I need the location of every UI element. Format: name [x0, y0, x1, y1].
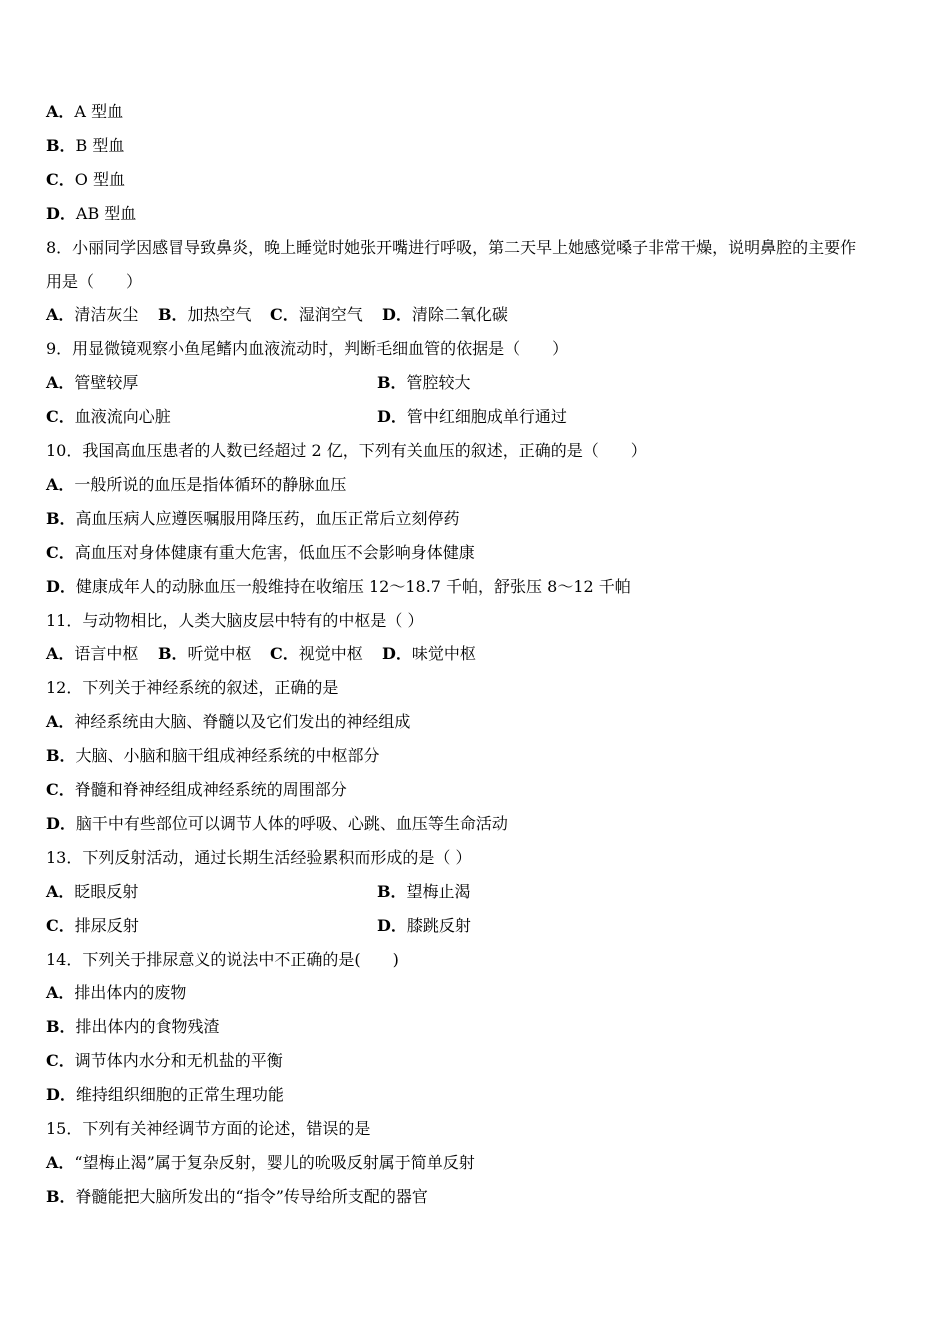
option-label: C． [270, 644, 299, 664]
option-text: 调节体内水分和无机盐的平衡 [74, 1051, 283, 1071]
option-line [46, 169, 910, 191]
question-text: 8．小丽同学因感冒导致鼻炎，晚上睡觉时她张开嘴进行呼吸，第二天早上她感觉嗓子非常干燥，说明鼻腔的主要作 [46, 237, 857, 257]
option-text: 清洁灰尘 [74, 305, 139, 325]
option-label: A． [46, 712, 75, 732]
option-label: D． [377, 915, 407, 935]
option-line [46, 711, 910, 733]
option-label: A． [46, 373, 75, 393]
question-text: 15．下列有关神经调节方面的论述，错误的是 [46, 1119, 371, 1138]
option-label: D． [46, 813, 76, 833]
option-label: C． [46, 169, 75, 189]
option-text: 望梅止渴 [406, 881, 471, 901]
option-text: AB 型血 [75, 203, 137, 223]
option-line [46, 576, 910, 598]
option-text: 维持组织细胞的正常生理功能 [75, 1085, 284, 1105]
question-text: 9．用显微镜观察小鱼尾鳍内血液流动时，判断毛细血管的依据是（ ） [46, 339, 569, 359]
option-item [158, 643, 252, 665]
option-label: A． [46, 881, 75, 901]
option-line [46, 474, 910, 496]
option-label: C． [46, 780, 75, 799]
option-line [46, 508, 910, 530]
option-line [46, 1050, 910, 1072]
option-text: 排尿反射 [74, 915, 139, 935]
option-text: 脑干中有些部位可以调节人体的呼吸、心跳、血压等生命活动 [75, 813, 508, 833]
option-label: D． [46, 203, 76, 223]
option-text: 血液流向心脏 [74, 407, 171, 427]
option-label: A． [46, 474, 75, 494]
option-label: B． [46, 135, 76, 155]
option-item [377, 915, 471, 937]
option-text: 健康成年人的动脉血压一般维持在收缩压 12～18.7 千帕，舒张压 8～12 千帕 [75, 576, 631, 596]
option-label: D． [382, 644, 412, 664]
option-label: B． [158, 644, 188, 664]
option-text: 管中红细胞成单行通过 [406, 407, 567, 427]
option-label: C． [270, 305, 299, 325]
option-label: B． [46, 508, 76, 528]
option-text: 高血压病人应遵医嘱服用降压药，血压正常后立刻停药 [75, 508, 460, 528]
option-item [382, 304, 508, 326]
option-text: 高血压对身体健康有重大危害，低血压不会影响身体健康 [74, 542, 475, 562]
option-line [46, 813, 910, 835]
option-label: B． [377, 881, 407, 901]
option-item [46, 372, 138, 394]
option-line [46, 135, 910, 157]
option-label: A． [46, 644, 75, 664]
option-label: B． [158, 305, 188, 325]
option-line [46, 779, 910, 801]
option-text: 脊髓能把大脑所发出的“指令”传导给所支配的器官 [75, 1186, 428, 1206]
option-line [46, 1152, 910, 1174]
option-text: 眨眼反射 [74, 881, 139, 901]
option-text: 清除二氧化碳 [411, 305, 508, 325]
option-text: 神经系统由大脑、脊髓以及它们发出的神经组成 [74, 712, 411, 732]
option-line [46, 203, 910, 225]
option-label: C． [46, 1051, 75, 1071]
option-item [46, 643, 138, 665]
option-line [46, 1186, 910, 1208]
option-text: O 型血 [74, 169, 125, 189]
option-label: B． [46, 746, 76, 766]
option-line [46, 982, 910, 1004]
option-text: 管腔较大 [406, 373, 471, 393]
option-label: D． [46, 1085, 76, 1105]
option-text: B 型血 [75, 135, 125, 155]
option-label: B． [46, 1186, 76, 1206]
question-text: 11．与动物相比，人类大脑皮层中特有的中枢是（ ） [46, 610, 424, 630]
option-label: B． [377, 373, 407, 393]
option-text: 一般所说的血压是指体循环的静脉血压 [74, 474, 347, 494]
option-line [46, 1084, 910, 1106]
option-line [46, 542, 910, 564]
option-label: C． [46, 542, 75, 562]
question-text: 14．下列关于排尿意义的说法中不正确的是( ) [46, 949, 399, 969]
option-item [46, 915, 139, 937]
option-text: 语言中枢 [74, 644, 139, 664]
option-text: 排出体内的食物残渣 [75, 1017, 220, 1037]
option-item [46, 881, 138, 903]
option-item [46, 304, 138, 326]
option-item [377, 881, 471, 903]
option-line [46, 1016, 910, 1038]
option-label: D． [46, 576, 76, 596]
question-text: 10．我国高血压患者的人数已经超过 2 亿，下列有关血压的叙述，正确的是（ ） [46, 441, 647, 460]
option-label: D． [382, 305, 412, 325]
option-line [46, 745, 910, 767]
option-text: “望梅止渴”属于复杂反射，婴儿的吮吸反射属于简单反射 [74, 1152, 475, 1172]
option-text: 听觉中枢 [187, 644, 252, 664]
option-item [158, 304, 252, 326]
option-text: 大脑、小脑和脑干组成神经系统的中枢部分 [75, 746, 380, 766]
option-label: A． [46, 983, 75, 1003]
option-item [382, 643, 476, 665]
option-item [270, 643, 363, 665]
option-text: 视觉中枢 [298, 644, 363, 664]
option-item [46, 406, 171, 428]
option-label: A． [46, 102, 75, 121]
question-text: 12．下列关于神经系统的叙述，正确的是 [46, 678, 339, 698]
option-text: 管壁较厚 [74, 373, 139, 393]
option-text: A 型血 [74, 102, 124, 121]
option-label: D． [377, 407, 407, 427]
option-text: 湿润空气 [298, 305, 363, 325]
option-item [270, 304, 363, 326]
option-item [377, 406, 567, 428]
option-text: 脊髓和脊神经组成神经系统的周围部分 [74, 780, 347, 799]
option-text: 味觉中枢 [411, 644, 476, 664]
option-text: 排出体内的废物 [74, 983, 187, 1003]
option-text: 膝跳反射 [406, 915, 471, 935]
option-label: C． [46, 407, 75, 427]
option-label: A． [46, 1152, 75, 1172]
option-text: 加热空气 [187, 305, 252, 325]
option-label: C． [46, 915, 75, 935]
option-line [46, 101, 910, 123]
question-text: 13．下列反射活动，通过长期生活经验累积而形成的是（ ） [46, 847, 472, 867]
option-label: B． [46, 1017, 76, 1037]
question-text: 用是（ ） [46, 271, 143, 291]
option-item [377, 372, 471, 394]
option-label: A． [46, 305, 75, 325]
